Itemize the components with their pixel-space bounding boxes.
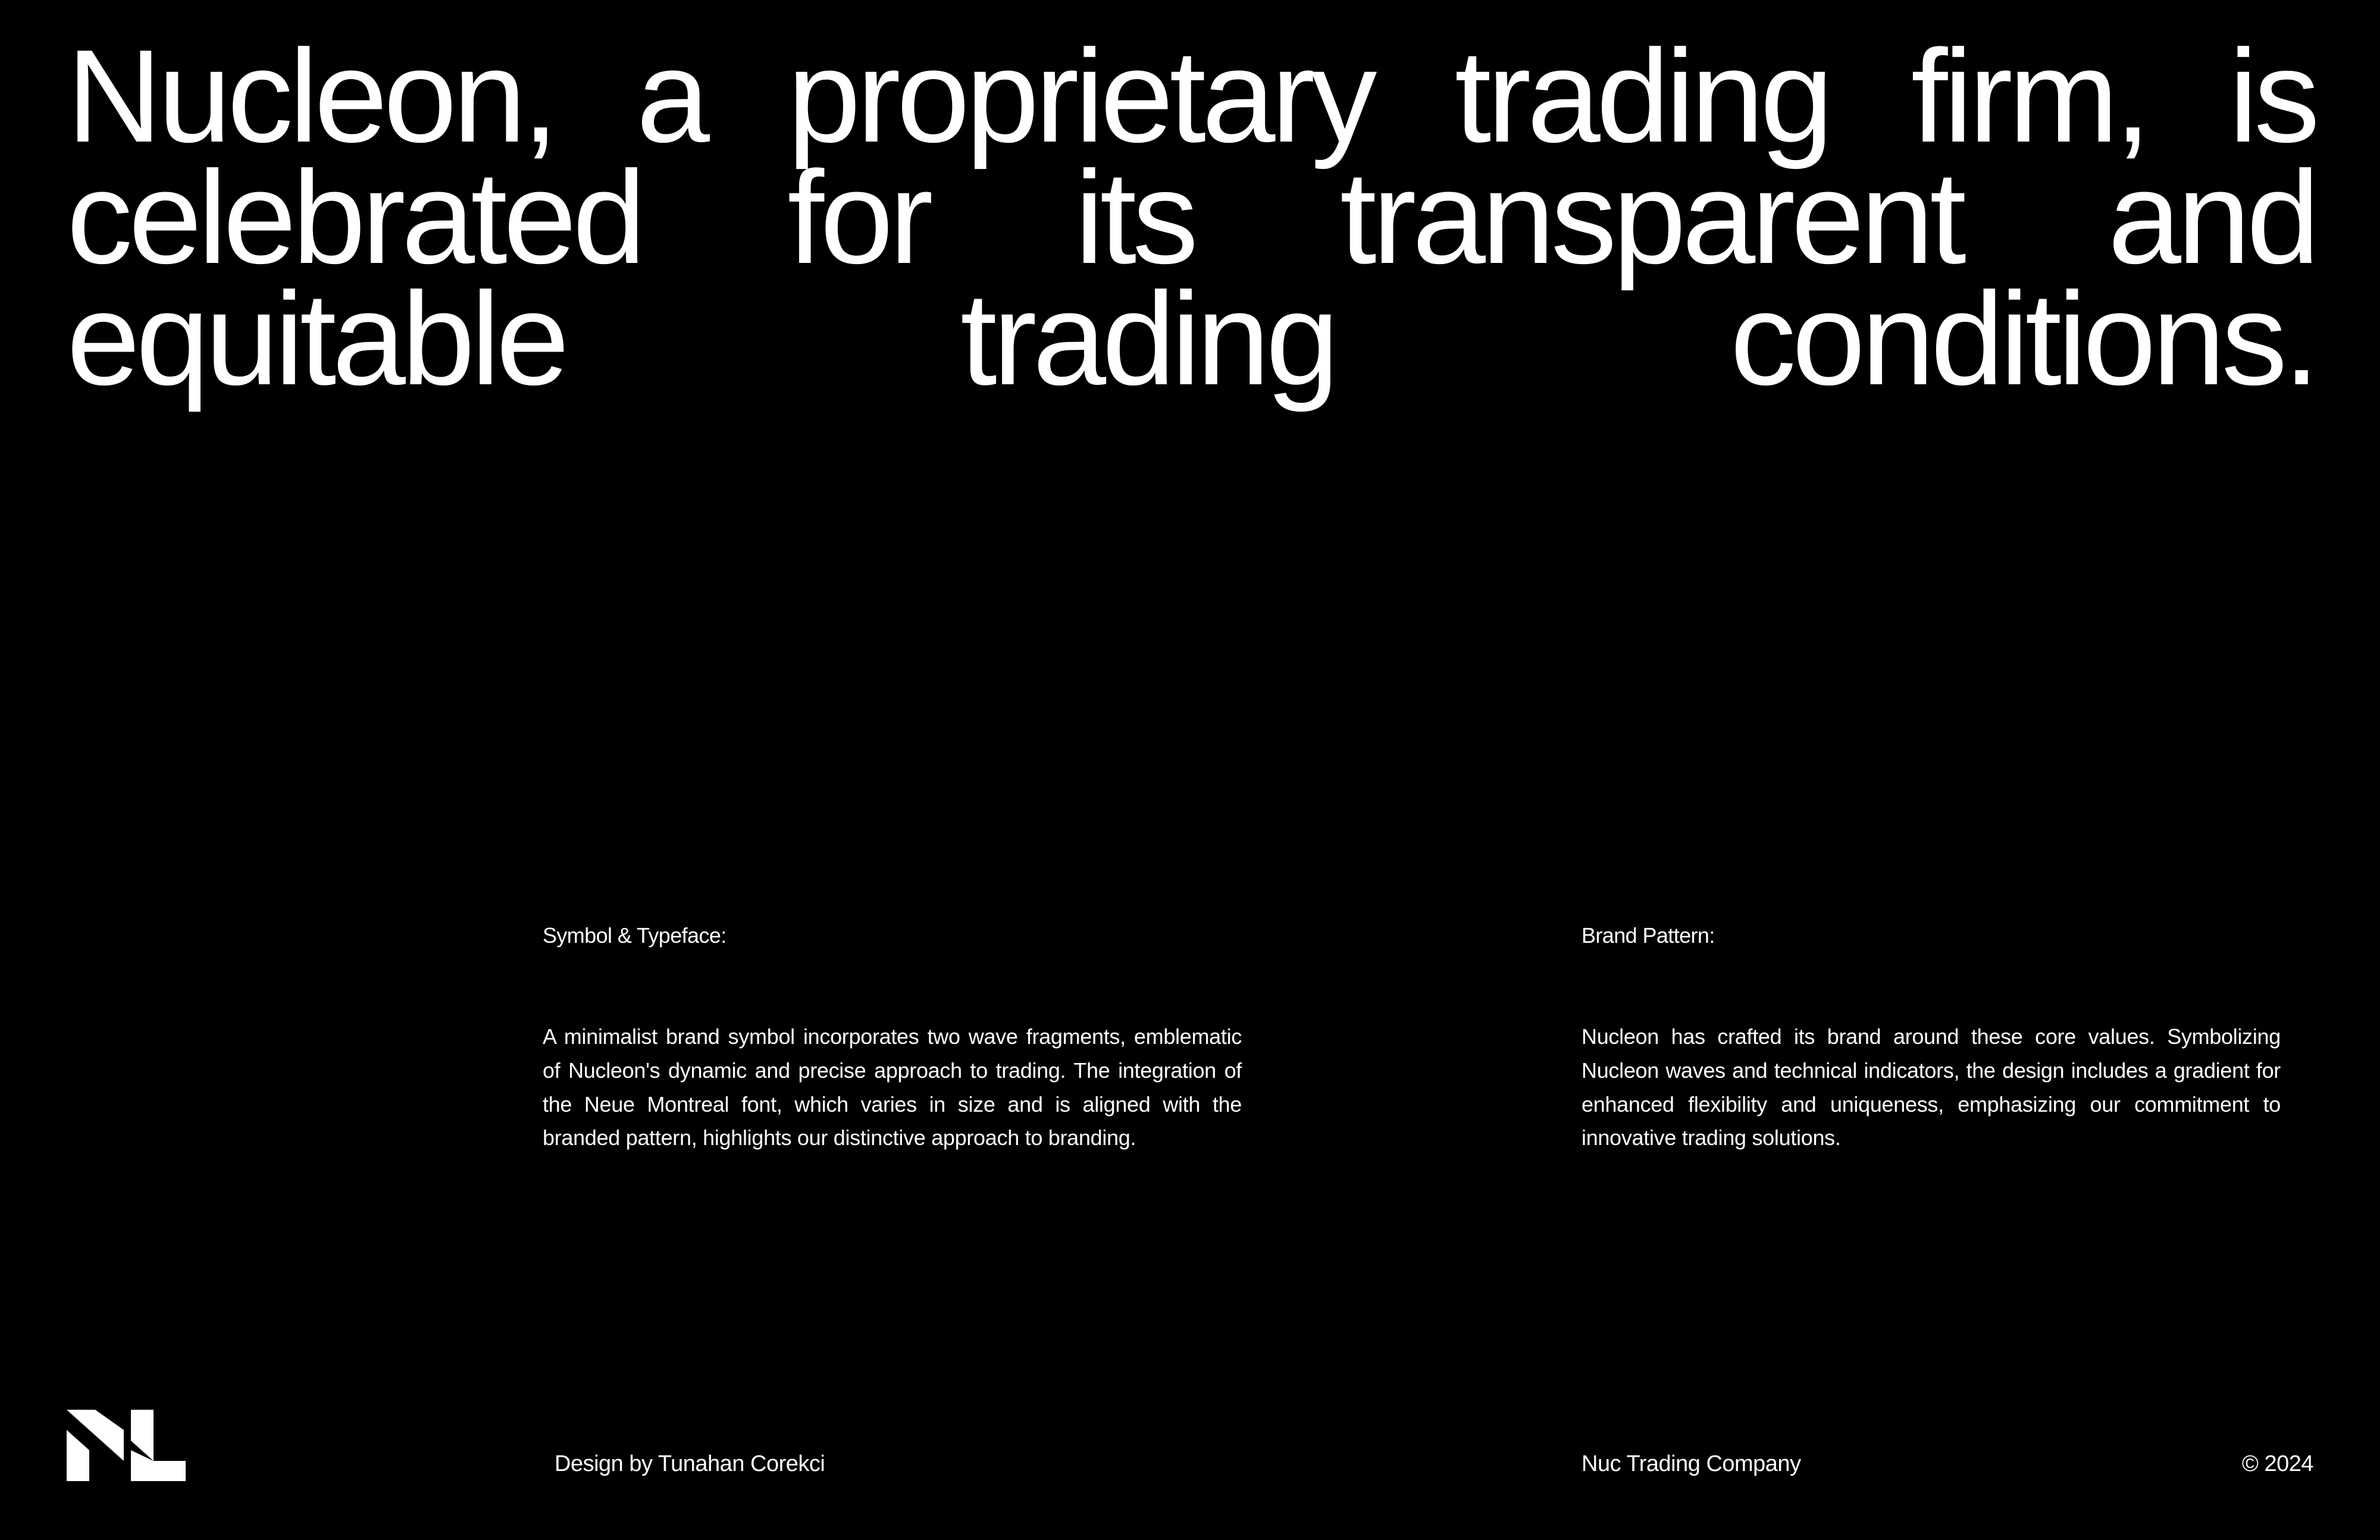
nucleon-wave-logo-icon [67,1410,186,1481]
footer-design-credit: Design by Tunahan Corekci [555,1451,825,1476]
column-brand-pattern [1582,922,2281,1155]
footer-copyright: © 2024 [2241,1451,2313,1476]
column-label: Symbol & Typeface: [543,923,726,948]
column-body-text: A minimalist brand symbol incorporates two wave fragments, emblematic of Nucleon's dynamic and precise approach to trading. The integration of the Neue Montreal font, which varies in size and is aligned with the branded pattern, highlights our distinctive approach to branding. [543,1024,1242,1150]
column-label: Brand Pattern: [1582,923,1715,948]
footer-company-name: Nuc Trading Company [1582,1451,1801,1476]
column-body-text: Nucleon has crafted its brand around these core values. Symbolizing Nucleon waves and technical indicators, the design includes a gradient for enhanced flexibility and uniqueness, emphasizing our commitment to innovative trading solutions. [1582,1024,2281,1150]
column-symbol-typeface [543,922,1242,1155]
page-title: Nucleon, a proprietary trading firm, is celebrated for its transparent and equitable trading conditions. [67,23,2316,413]
